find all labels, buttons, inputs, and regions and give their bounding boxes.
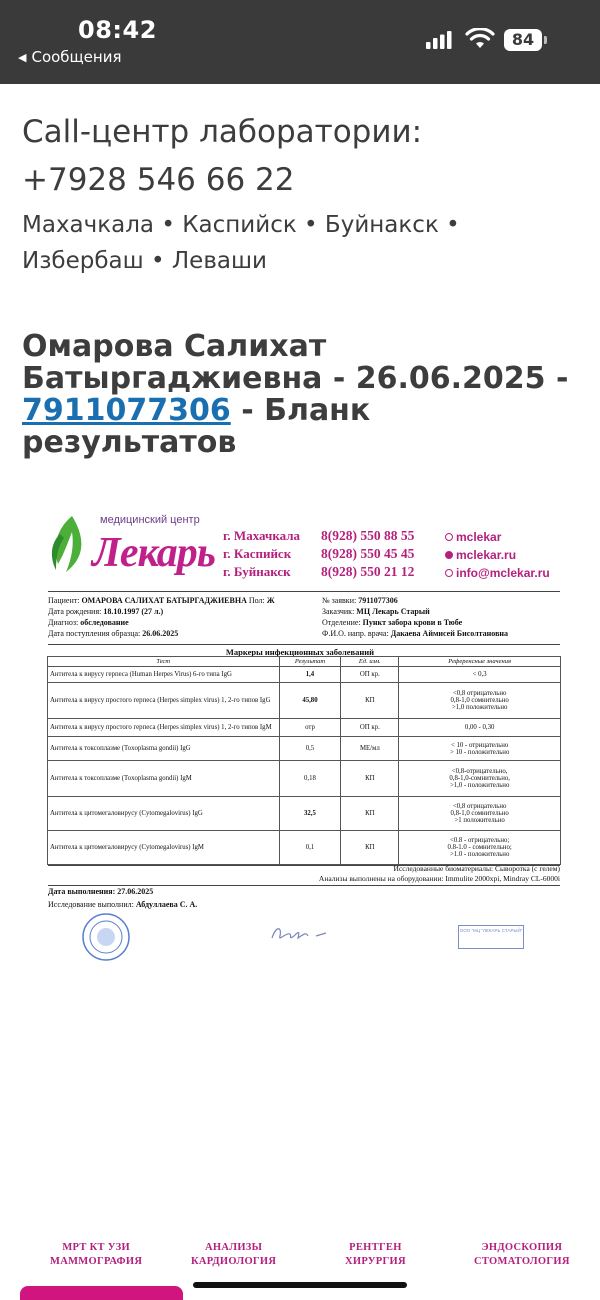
col-result: Результат [279, 657, 341, 667]
test-unit: КП [341, 683, 399, 719]
test-name: Антитела к токсоплазме (Toxoplasma gondii) IgM [48, 761, 280, 797]
logo-subtitle: медицинский центр [100, 514, 200, 526]
table-row [48, 719, 561, 737]
service-endoscopy: ЭНДОСКОПИЯ СТОМАТОЛОГИЯ [474, 1242, 570, 1267]
clinic-city: г. Махачкала [223, 528, 301, 543]
service-analyses: АНАЛИЗЫ КАРДИОЛОГИЯ [191, 1242, 277, 1267]
test-reference [399, 683, 561, 719]
col-unit: Ед. изм. [341, 657, 399, 667]
table-row [48, 667, 561, 683]
reference-line: 0.8-1.0 - сомнительно; [447, 844, 512, 851]
reference-line: >1,0 положительно [451, 704, 508, 711]
rect-stamp-text: ООО "МЦ "ЛЕКАРЬ СТАРЫЙ" [459, 928, 523, 933]
department: Пункт забора крови в Тюбе [362, 618, 463, 627]
wifi-icon [465, 28, 495, 50]
reference-line: >1,0 - положительно [449, 782, 510, 789]
test-unit: МЕ/мл [341, 737, 399, 761]
patient-name: ОМАРОВА САЛИХАТ БАТЫРГАДЖИЕВНА [81, 596, 247, 605]
clinic-phone: 8(928) 550 21 12 [321, 564, 415, 579]
reference-line: <0,8 отрицательно [452, 803, 507, 810]
reference-line: <0,8-отрицательно, [451, 768, 508, 775]
completion-date: 27.06.2025 [117, 887, 154, 896]
referring-doctor: Дакаева Аймисей Бисолтановна [390, 629, 509, 638]
document-title [22, 331, 592, 459]
instagram-icon [445, 533, 453, 541]
back-arrow-icon: ◀ [18, 50, 27, 64]
test-reference [399, 831, 561, 865]
cities-block [22, 207, 582, 279]
test-reference [399, 797, 561, 831]
biomaterial-info [319, 864, 560, 884]
rect-stamp [458, 925, 524, 949]
round-stamp-icon [80, 912, 132, 962]
table-title: Маркеры инфекционных заболеваний [225, 647, 375, 657]
clinic-cities [223, 527, 300, 581]
contact-instagram: mclekar [456, 530, 502, 544]
callcenter-label: Call-центр лаборатории: [22, 114, 423, 150]
mail-icon [445, 569, 453, 577]
test-reference [399, 737, 561, 761]
test-reference [399, 719, 561, 737]
test-result: 0,5 [279, 737, 341, 761]
document-title-suffix: - Бланк результатов [22, 393, 371, 460]
reference-line: >1.0 - положительно [449, 851, 510, 858]
clinic-city: г. Каспийск [223, 546, 292, 561]
patient-dob: 18.10.1997 (27 л.) [103, 607, 164, 616]
signal-icon [426, 31, 452, 49]
test-unit: ОП кр. [341, 667, 399, 683]
reference-line: <0.8 - отрицательно; [450, 837, 510, 844]
reference-line: <0,8 отрицательно [452, 690, 507, 697]
col-test: Тест [48, 657, 280, 667]
reference-line: 0,00 - 0,30 [464, 724, 495, 731]
test-result: отр [279, 719, 341, 737]
test-result: 32,5 [279, 797, 341, 831]
patient-diagnosis: обследование [80, 618, 129, 627]
customer: МЦ Лекарь Старый [356, 607, 430, 616]
reference-line: 0,8-1,0 сомнительно [450, 697, 509, 704]
results-document [40, 505, 565, 965]
performer-name: Абдуллаева С. А. [135, 900, 198, 909]
order-number: 7911077306 [358, 596, 398, 605]
test-name: Антитела к вирусу простого герпеса (Herpes simplex virus) 1, 2-го типов IgG [48, 683, 280, 719]
contact-email: info@mclekar.ru [456, 566, 550, 580]
test-result: 0,1 [279, 831, 341, 865]
test-name: Антитела к токсоплазме (Toxoplasma gondii) IgG [48, 737, 280, 761]
reference-line: < 0,3 [472, 671, 487, 678]
cities-line-2: Избербаш • Леваши [22, 248, 267, 274]
completion-info: Дата выполнения: 27.06.2025 Исследование выполнил: Абдуллаева С. А. [48, 887, 198, 909]
battery-icon [504, 29, 548, 51]
patient-info-right: № заявки: 7911077306 Заказчик: МЦ Лекарь Старый Отделение: Пункт забора крови в Тюбе Ф.И.О. напр. врача: Дакаева Аймисей Бисолтановна [322, 596, 509, 638]
test-unit: КП [341, 831, 399, 865]
patient-sex: Ж [266, 596, 275, 605]
action-button-edge[interactable] [20, 1286, 183, 1300]
test-result: 1,4 [279, 667, 341, 683]
clinic-phone: 8(928) 550 45 45 [321, 546, 415, 561]
equipment-text: Анализы выполнены на оборудовании: Immulite 2000xpi, Mindray CL-6000i [318, 874, 560, 883]
reference-line: 0,8-1,0-сомнительно, [449, 775, 510, 782]
table-row [48, 797, 561, 831]
biomaterial-text: Исследованные биоматериалы: Сыворотка (с гелем) [393, 864, 560, 873]
col-reference: Референсные значения [399, 657, 561, 667]
clinic-contacts [445, 528, 550, 582]
callcenter-block [22, 108, 582, 204]
results-table [47, 656, 561, 865]
clinic-phone: 8(928) 550 88 55 [321, 528, 415, 543]
clinic-city: г. Буйнакск [223, 564, 291, 579]
sample-received-date: 26.06.2025 [142, 629, 179, 638]
document-title-prefix: Омарова Салихат Батыргаджиевна - 26.06.2025 - [22, 329, 569, 396]
clinic-phones [321, 527, 414, 581]
logo-name: Лекарь [92, 530, 215, 576]
test-result: 45,80 [279, 683, 341, 719]
reference-line: > 10 - положительно [449, 748, 510, 756]
reference-line: >1 положительно [454, 817, 505, 824]
test-unit: КП [341, 797, 399, 831]
table-divider [48, 644, 560, 645]
test-reference [399, 667, 561, 683]
test-unit: КП [341, 761, 399, 797]
table-row [48, 831, 561, 865]
leaf-logo-icon [48, 514, 96, 576]
status-bar [0, 0, 600, 84]
test-unit: ОП кр. [341, 719, 399, 737]
back-label: Сообщения [31, 48, 122, 66]
back-to-messages-button[interactable] [18, 48, 121, 66]
test-name: Антитела к цитомегаловирусу (Cytomegalovirus) IgG [48, 797, 280, 831]
header-divider [48, 591, 560, 592]
contact-website: mclekar.ru [456, 548, 517, 562]
test-name: Антитела к вирусу герпеса (Human Herpes Virus) 6-го типа IgG [48, 667, 280, 683]
signature-icon [268, 922, 332, 946]
table-row [48, 761, 561, 797]
patient-info-left: Пациент: ОМАРОВА САЛИХАТ БАТЫРГАДЖИЕВНА Пол: Ж Дата рождения: 18.10.1997 (27 л.) Диагноз: обследование Дата поступления образца: 26.06.2025 [48, 596, 275, 638]
reference-line: < 10 - отрицательно [450, 741, 509, 749]
clinic-logo [48, 512, 213, 580]
cities-line-1: Махачкала • Каспийск • Буйнакск • [22, 212, 460, 238]
order-number-link[interactable]: 7911077306 [22, 393, 231, 428]
test-result: 0,18 [279, 761, 341, 797]
callcenter-phone[interactable]: +7928 546 66 22 [22, 162, 295, 198]
home-indicator[interactable] [193, 1282, 407, 1288]
service-mri: МРТ КТ УЗИ МАММОГРАФИЯ [50, 1242, 143, 1267]
table-row [48, 683, 561, 719]
table-row [48, 737, 561, 761]
test-name: Антитела к цитомегаловирусу (Cytomegalovirus) IgM [48, 831, 280, 865]
status-time: 08:42 [78, 16, 157, 44]
reference-line: 0,8-1,0 сомнительно [450, 810, 509, 817]
service-xray: РЕНТГЕН ХИРУРГИЯ [345, 1242, 406, 1267]
test-reference [399, 761, 561, 797]
test-name: Антитела к вирусу простого герпеса (Herpes simplex virus) 1, 2-го типов IgM [48, 719, 280, 737]
battery-level: 84 [504, 29, 542, 51]
web-icon [445, 551, 453, 559]
